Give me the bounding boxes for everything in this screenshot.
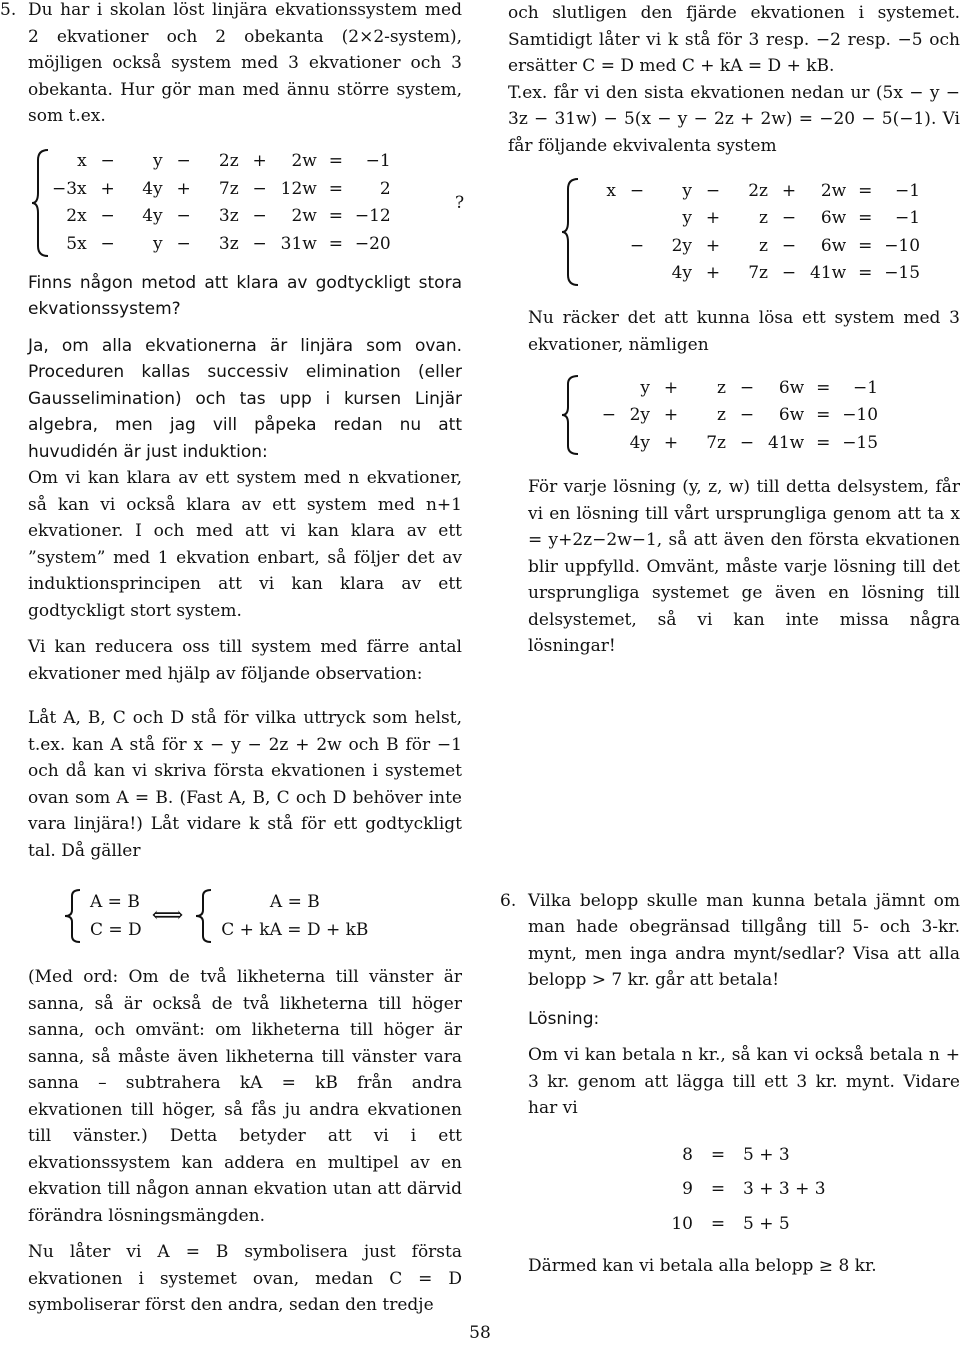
equation-cell: 3z: [218, 206, 239, 226]
equation-cell: −: [100, 206, 115, 226]
question-mark: ?: [455, 192, 465, 213]
sum-cell: 8: [682, 1144, 693, 1165]
equation-cell: z: [759, 208, 768, 228]
problem-6-text: Vilka belopp skulle man kunna betala jämnt om man hade obegränsad tillgång till 5- och 3-kr. mynt, men inga andra mynt/sedlar? Visa att alla belopp > 7 kr. går att betala!: [528, 890, 960, 990]
equation-cell: =: [816, 377, 831, 398]
equation-cell: −15: [884, 263, 921, 283]
equation-cell: −: [781, 235, 797, 256]
equation-cell: 7z: [706, 432, 726, 453]
equation-cell: +: [705, 263, 721, 283]
equation-cell: x: [77, 151, 87, 171]
problem-5-question: Finns någon metod att klara av godtyckligt stora ekvationssystem?: [28, 272, 462, 319]
equation-cell: −: [100, 151, 115, 171]
equation-cell: −: [252, 178, 267, 199]
equation-cell: =: [328, 206, 343, 226]
equation-cell: −: [739, 405, 755, 425]
equation-cell: 12w: [280, 178, 317, 199]
equiv-left-line-1: A = B: [90, 892, 140, 912]
equation-cell: −: [781, 208, 797, 228]
equation-cell: +: [705, 235, 721, 256]
equation-cell: y: [682, 208, 692, 228]
system-3-row: [582, 429, 878, 457]
sum-row: [668, 1172, 827, 1207]
equation-cell: −: [252, 233, 267, 254]
equation-cell: y: [640, 377, 650, 398]
equation-cell: −20: [354, 233, 391, 254]
equation-cell: +: [663, 377, 679, 398]
equivalence-arrow-icon: ⟺: [151, 902, 184, 928]
equation-cell: 2z: [218, 151, 239, 171]
left-brace-icon: [30, 148, 52, 258]
problem-6: [500, 888, 960, 1280]
equiv-right-line-1: A = B: [269, 892, 320, 912]
equation-cell: [582, 205, 616, 233]
equation-cell: [582, 260, 616, 288]
solution-paragraph-4: Låt A, B, C och D stå för vilka uttryck som helst, t.ex. kan A stå för x − y − 2z + 2w och B för −1 och då kan vi skriva första ekvationen i systemet ovan som A = B. (Fast A, B, C och D behöver inte vara linjära!) Låt vidare k stå för ett godtyckligt tal. Då gäller: [28, 708, 462, 861]
equation-system-1: [30, 148, 470, 258]
equation-cell: x: [606, 180, 616, 201]
page-number: 58: [469, 1323, 491, 1343]
equation-cell: 4y: [142, 178, 163, 199]
equation-cell: −: [629, 235, 645, 256]
solution-paragraph-9: Nu räcker det att kunna lösa ett system med 3 ekvationer, nämligen: [528, 308, 960, 355]
equation-cell: +: [705, 208, 721, 228]
equation-cell: 4y: [671, 263, 692, 283]
equation-cell: 31w: [280, 233, 317, 254]
equation-cell: [582, 429, 616, 457]
sum-cell: =: [710, 1213, 726, 1234]
equation-cell: +: [176, 178, 191, 199]
equation-cell: +: [663, 405, 679, 425]
equation-cell: 7z: [748, 263, 768, 283]
solution-label: Lösning:: [528, 1008, 600, 1029]
equation-cell: −12: [354, 206, 391, 226]
right-column: [500, 0, 960, 1280]
equation-cell: 41w: [810, 263, 847, 283]
equivalence-right-system: [193, 888, 368, 944]
equation-cell: y: [153, 233, 163, 254]
equation-cell: +: [100, 178, 115, 199]
sum-cell: =: [710, 1179, 726, 1199]
equation-cell: y: [682, 180, 692, 201]
equation-cell: =: [858, 235, 873, 256]
equiv-right-line-2: C + kA = D + kB: [221, 920, 369, 940]
equation-cell: 2y: [629, 405, 650, 425]
solution-paragraph-10: För varje lösning (y, z, w) till detta delsystem, får vi en lösning till vårt ursprungliga genom att ta x = y+2z−2w−1, så att även den första ekvationen blir uppfylld. Omvänt, måste varje lösning till det ursprungliga systemet ge även en lösning till delsystemet, så vi kan inte missa några lösningar!: [528, 477, 960, 656]
equation-cell: z: [717, 377, 726, 398]
system-2-row: [582, 205, 920, 233]
equation-cell: 2y: [671, 235, 692, 256]
sum-row: [668, 1207, 827, 1242]
system-3-row: [582, 402, 878, 430]
system-3-table: [582, 374, 878, 457]
equation-cell: 4y: [629, 432, 650, 453]
equation-cell: 4y: [142, 206, 163, 226]
system-1-table: [52, 148, 391, 258]
system-2-row: [582, 177, 920, 205]
system-1-row: [52, 148, 391, 176]
system-2-table: [582, 177, 920, 287]
system-1-row: [52, 203, 391, 231]
equation-cell: −: [252, 206, 267, 226]
equation-cell: −: [739, 432, 755, 453]
equivalence-left-system: [62, 888, 142, 944]
equation-cell: 6w: [820, 235, 847, 256]
equation-cell: −1: [853, 377, 879, 398]
equation-cell: =: [858, 263, 873, 283]
sum-cell: 5 + 5: [743, 1213, 790, 1234]
equation-cell: 7z: [218, 178, 239, 199]
equation-cell: =: [816, 432, 831, 453]
equation-system-3: [560, 374, 960, 456]
equation-cell: =: [858, 180, 873, 201]
sum-row: [668, 1138, 827, 1173]
equation-cell: z: [717, 405, 726, 425]
equation-cell: =: [816, 405, 831, 425]
problem-6-conclusion: Därmed kan vi betala alla belopp ≥ 8 kr.: [528, 1256, 877, 1276]
equation-cell: +: [781, 180, 797, 201]
sum-cell: 3 + 3 + 3: [743, 1179, 826, 1199]
system-1-row: [52, 175, 391, 203]
problem-5-intro: Du har i skolan löst linjära ekvationssystem med 2 ekvationer och 2 obekanta (2×2-system), möjligen också system med 3 ekvationer och 3 obekanta. Hur gör man med ännu större system, som t.ex.: [28, 0, 462, 126]
problem-5: [0, 0, 462, 130]
equation-cell: 6w: [778, 405, 805, 425]
sum-cell: =: [710, 1144, 726, 1165]
equation-cell: −1: [895, 180, 921, 201]
equation-cell: =: [328, 233, 343, 254]
equation-cell: −: [705, 180, 721, 201]
equation-cell: [616, 260, 658, 288]
equation-cell: −: [601, 405, 616, 425]
equation-cell: −: [100, 233, 115, 254]
equation-cell: −: [176, 151, 191, 171]
equation-cell: [582, 232, 616, 260]
solution-paragraph-7: och slutligen den fjärde ekvationen i systemet. Samtidigt låter vi k stå för 3 resp. −2 resp. −5 och ersätter C = D med C + kA = D + kB.: [508, 3, 960, 76]
equation-cell: 41w: [768, 432, 805, 453]
system-3-row: [582, 374, 878, 402]
solution-paragraph-5: (Med ord: Om de två likheterna till vänster är sanna, så är också de två likheterna till höger sanna, och omvänt: om likheterna till höger är sanna, så måste även likheterna till vänster vara sanna – subtrahera kA = kB från andra ekvationen till höger, så fås ju andra ekvationen till vänster.) Detta betyder att vi i ett ekvationssystem kan addera en multipel av en ekvation till någon annan ekvation utan att därvid förändra lösningsmängden.: [28, 967, 462, 1226]
equation-cell: y: [153, 151, 163, 171]
equation-cell: −: [176, 233, 191, 254]
equation-cell: 3z: [218, 233, 239, 254]
equation-cell: 5x: [66, 233, 87, 254]
problem-6-solution: Om vi kan betala n kr., så kan vi också betala n + 3 kr. genom att lägga till ett 3 kr. mynt. Vidare har vi: [528, 1045, 960, 1118]
equation-cell: +: [252, 151, 267, 171]
equivalence-display: [62, 886, 462, 946]
solution-paragraph-8: T.ex. får vi den sista ekvationen nedan ur (5x − y − 3z − 31w) − 5(x − y − 2z + 2w) = −20 − 5(−1). Vi får följande ekvivalenta system: [508, 82, 960, 156]
solution-paragraph-2: Om vi kan klara av ett system med n ekvationer, så kan vi också klara av ett system med n+1 ekvationer. I och med att vi kan klara av ett ”system” med 1 ekvation enbart, så följer det av induktionsprincipen att vi kan klara av ett godtyckligt stort system.: [28, 468, 462, 621]
equation-cell: z: [759, 235, 768, 256]
sums-table: [668, 1138, 827, 1242]
solution-paragraph-1: Ja, om alla ekvationerna är linjära som ovan. Proceduren kallas successiv elimination (eller Gausselimination) och tas upp i kursen Linjär algebra, men jag vill påpeka redan nu att huvudidén är just induktion:: [28, 335, 462, 462]
equation-cell: −10: [842, 405, 879, 425]
equation-cell: −: [781, 263, 797, 283]
equation-cell: −: [739, 377, 755, 398]
equation-cell: 2x: [66, 206, 87, 226]
equation-cell: 2w: [291, 206, 317, 226]
equation-cell: −: [629, 180, 645, 201]
left-column: [0, 0, 465, 1319]
equation-cell: 2: [379, 178, 391, 199]
equation-cell: 6w: [820, 208, 847, 228]
equation-cell: −1: [365, 151, 391, 171]
equation-cell: 2w: [820, 180, 847, 201]
left-brace-icon: [560, 177, 582, 287]
equation-cell: =: [858, 208, 873, 228]
equation-cell: [616, 205, 658, 233]
solution-paragraph-6: Nu låter vi A = B symbolisera just första ekvationen i systemet ovan, medan C = D symboliserar först den andra, sedan den tredje: [28, 1242, 462, 1315]
system-2-row: [582, 232, 920, 260]
system-2-row: [582, 260, 920, 288]
problem-6-number: 6.: [500, 890, 517, 911]
equation-cell: =: [328, 151, 343, 171]
equation-cell: −3x: [52, 178, 87, 199]
equation-cell: −1: [895, 208, 921, 228]
equation-cell: −10: [884, 235, 921, 256]
equation-cell: 2z: [748, 180, 768, 201]
equation-cell: −15: [842, 432, 879, 453]
sum-cell: 10: [671, 1213, 693, 1234]
system-1-row: [52, 230, 391, 258]
equation-cell: 6w: [778, 377, 805, 398]
sum-cell: 5 + 3: [743, 1144, 790, 1165]
equiv-left-line-2: C = D: [90, 920, 142, 940]
equation-cell: [582, 374, 616, 402]
equation-cell: =: [328, 178, 343, 199]
equation-cell: −: [176, 206, 191, 226]
sum-cell: 9: [682, 1179, 693, 1199]
equation-system-2: [560, 177, 960, 287]
left-brace-icon: [560, 374, 582, 456]
equation-cell: 2w: [291, 151, 317, 171]
problem-5-number: 5.: [0, 0, 17, 20]
equation-cell: +: [663, 432, 679, 453]
solution-paragraph-3: Vi kan reducera oss till system med färre antal ekvationer med hjälp av följande observation:: [28, 637, 462, 684]
